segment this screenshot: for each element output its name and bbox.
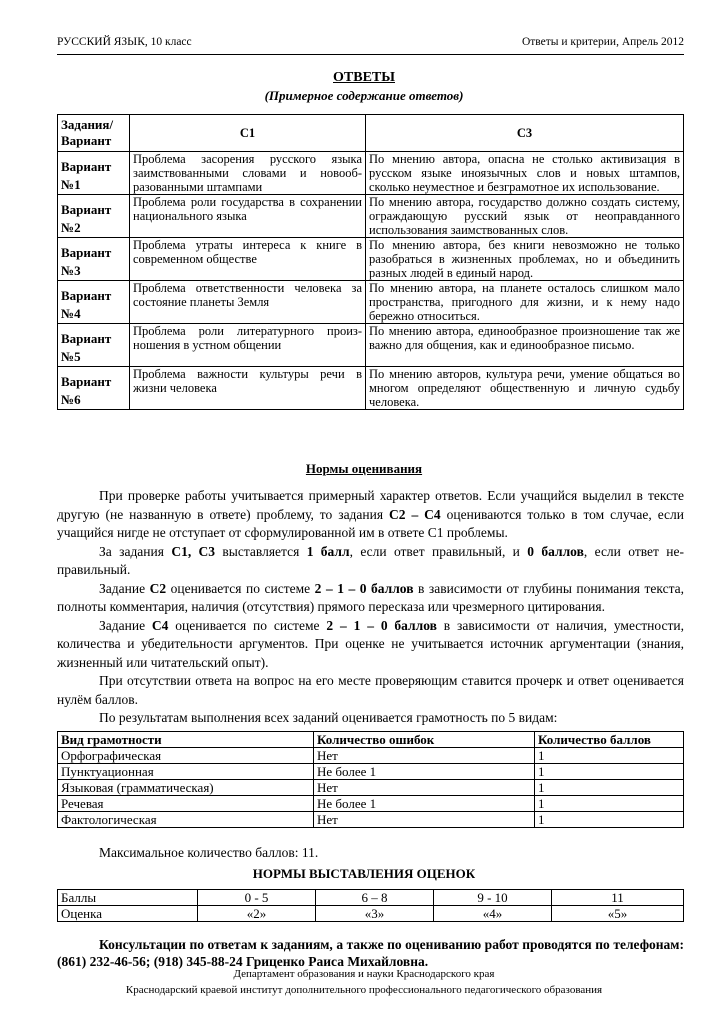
table-row: [58, 238, 684, 281]
c1-cell: Проблема утраты интереса к книге в современном обществе: [130, 238, 366, 281]
norms-paragraph: За задания С1, С3 выставляется 1 балл, если ответ правильный, и 0 баллов, если ответ неправильный.: [57, 543, 684, 577]
footer-institute: Краснодарский краевой институт дополнительного профессионального педагогического образования: [125, 984, 603, 996]
variant-cell: Вариант №2: [58, 195, 130, 238]
norms-paragraph: При отсутствии ответа на вопрос на его месте проверяющим ставится прочерк и ответ оценивается нулём баллов.: [57, 673, 684, 707]
norms-paragraph: Задание С4 оценивается по системе 2 – 1 – 0 баллов в зависимости от наличия, уместности, количества и убедительности аргументов. При оценке не учитывается источник аргументации (знания, жизненный или читательский опыт).: [57, 617, 684, 670]
consultation-note: Консультации по ответам к заданиям, а также по оцениванию работ проводятся по телефонам: (861) 232-46-56; (918) 345-88-24 Гриценко Раиса Михайловна.: [57, 937, 684, 969]
variant-cell: Вариант №4: [58, 281, 130, 324]
table-row: [58, 195, 684, 238]
page-header: [57, 36, 684, 55]
c3-cell: По мнению авторов, культура речи, умение общаться во многом определяют общественную и личную судьбу человека.: [366, 367, 684, 410]
literacy-table: [57, 731, 684, 828]
page-title: ОТВЕТЫ: [333, 70, 395, 85]
table-row: [58, 324, 684, 367]
variant-cell: Вариант №6: [58, 367, 130, 410]
table-row: Баллы 0 - 5 6 – 8 9 - 10 11: [58, 890, 684, 906]
c3-cell: По мнению автора, без книги невозможно не только разобраться в жизненных проблемах, но и объединить разных людей в единый народ.: [366, 238, 684, 281]
c3-cell: По мнению автора, опасна не столько активизация в русском языке иноязычных слов и новых штампов, сколько неуместное и безграмотное их использование.: [366, 152, 684, 195]
table-row: [58, 152, 684, 195]
page-subtitle: (Примерное содержание ответов): [264, 88, 464, 103]
col-c3-header: С3: [366, 115, 684, 152]
table-row: [58, 367, 684, 410]
col-task-header: Задания/ Вариант: [58, 115, 130, 152]
table-row: Языковая (грамматическая) Нет 1: [58, 780, 684, 796]
c3-cell: По мнению автора, единообразное произношение так же важно для общения, как и единообразное письмо.: [366, 324, 684, 367]
table-row: Пунктуационная Не более 1 1: [58, 764, 684, 780]
variant-cell: Вариант №3: [58, 238, 130, 281]
table-row: Речевая Не более 1 1: [58, 796, 684, 812]
table-row: Оценка «2» «3» «4» «5»: [58, 906, 684, 922]
norms-paragraph: При проверке работы учитывается примерный характер ответов. Если учащийся выделил в тексте другую (не названную в ответе) проблему, то задания С2 – С4 оцениваются только в том случае, если учащийся нигде не отступает от сформулированной им в ответе С1 проблемы.: [57, 488, 685, 540]
footer-department: Департамент образования и науки Краснодарского края: [233, 968, 495, 980]
norms-paragraph: Задание С2 оценивается по системе 2 – 1 – 0 баллов в зависимости от глубины понимания текста, полноты комментария, наличия (отсутствия) прямого пересказа или чрезмерного цитирования.: [57, 580, 684, 614]
col-c1-header: С1: [130, 115, 366, 152]
table-row: [58, 281, 684, 324]
col-score-count: Количество баллов: [535, 732, 684, 748]
c1-cell: Проблема ответственности человека за состояние планеты Земля: [130, 281, 366, 324]
norms-body: [57, 487, 684, 728]
grades-table: [57, 889, 684, 922]
answers-header-row: [58, 115, 684, 152]
c1-cell: Проблема засорения русского языка заимствованными словами и новообразованными штампами: [130, 152, 366, 195]
c1-cell: Проблема роли литературного произношения в устном общении: [130, 324, 366, 367]
c1-cell: Проблема роли государства в сохранении национального языка: [130, 195, 366, 238]
answers-table: [57, 114, 684, 410]
norms-title: Нормы оценивания: [305, 461, 423, 476]
table-row: Орфографическая Нет 1: [58, 748, 684, 764]
max-score: Максимальное количество баллов: 11.: [99, 845, 319, 860]
grades-title: НОРМЫ ВЫСТАВЛЕНИЯ ОЦЕНОК: [252, 866, 476, 881]
variant-cell: Вариант №5: [58, 324, 130, 367]
literacy-header-row: [58, 732, 684, 748]
col-literacy-type: Вид грамотности: [58, 732, 314, 748]
c3-cell: По мнению автора, на планете осталось слишком мало пространства, пригодного для жизни, и к нему надо бережно относиться.: [366, 281, 684, 324]
table-row: Фактологическая Нет 1: [58, 812, 684, 828]
c1-cell: Проблема важности культуры речи в жизни человека: [130, 367, 366, 410]
c3-cell: По мнению автора, государство должно создать систему, ограждающую русский язык от неоправданного использования заимствованных слов.: [366, 195, 684, 238]
variant-cell: Вариант №1: [58, 152, 130, 195]
col-error-count: Количество ошибок: [314, 732, 535, 748]
norms-paragraph: По результатам выполнения всех заданий оценивается грамотность по 5 видам:: [99, 710, 558, 725]
header-doc-info: Ответы и критерии, Апрель 2012: [521, 36, 684, 48]
header-subject: РУССКИЙ ЯЗЫК, 10 класс: [57, 36, 192, 48]
